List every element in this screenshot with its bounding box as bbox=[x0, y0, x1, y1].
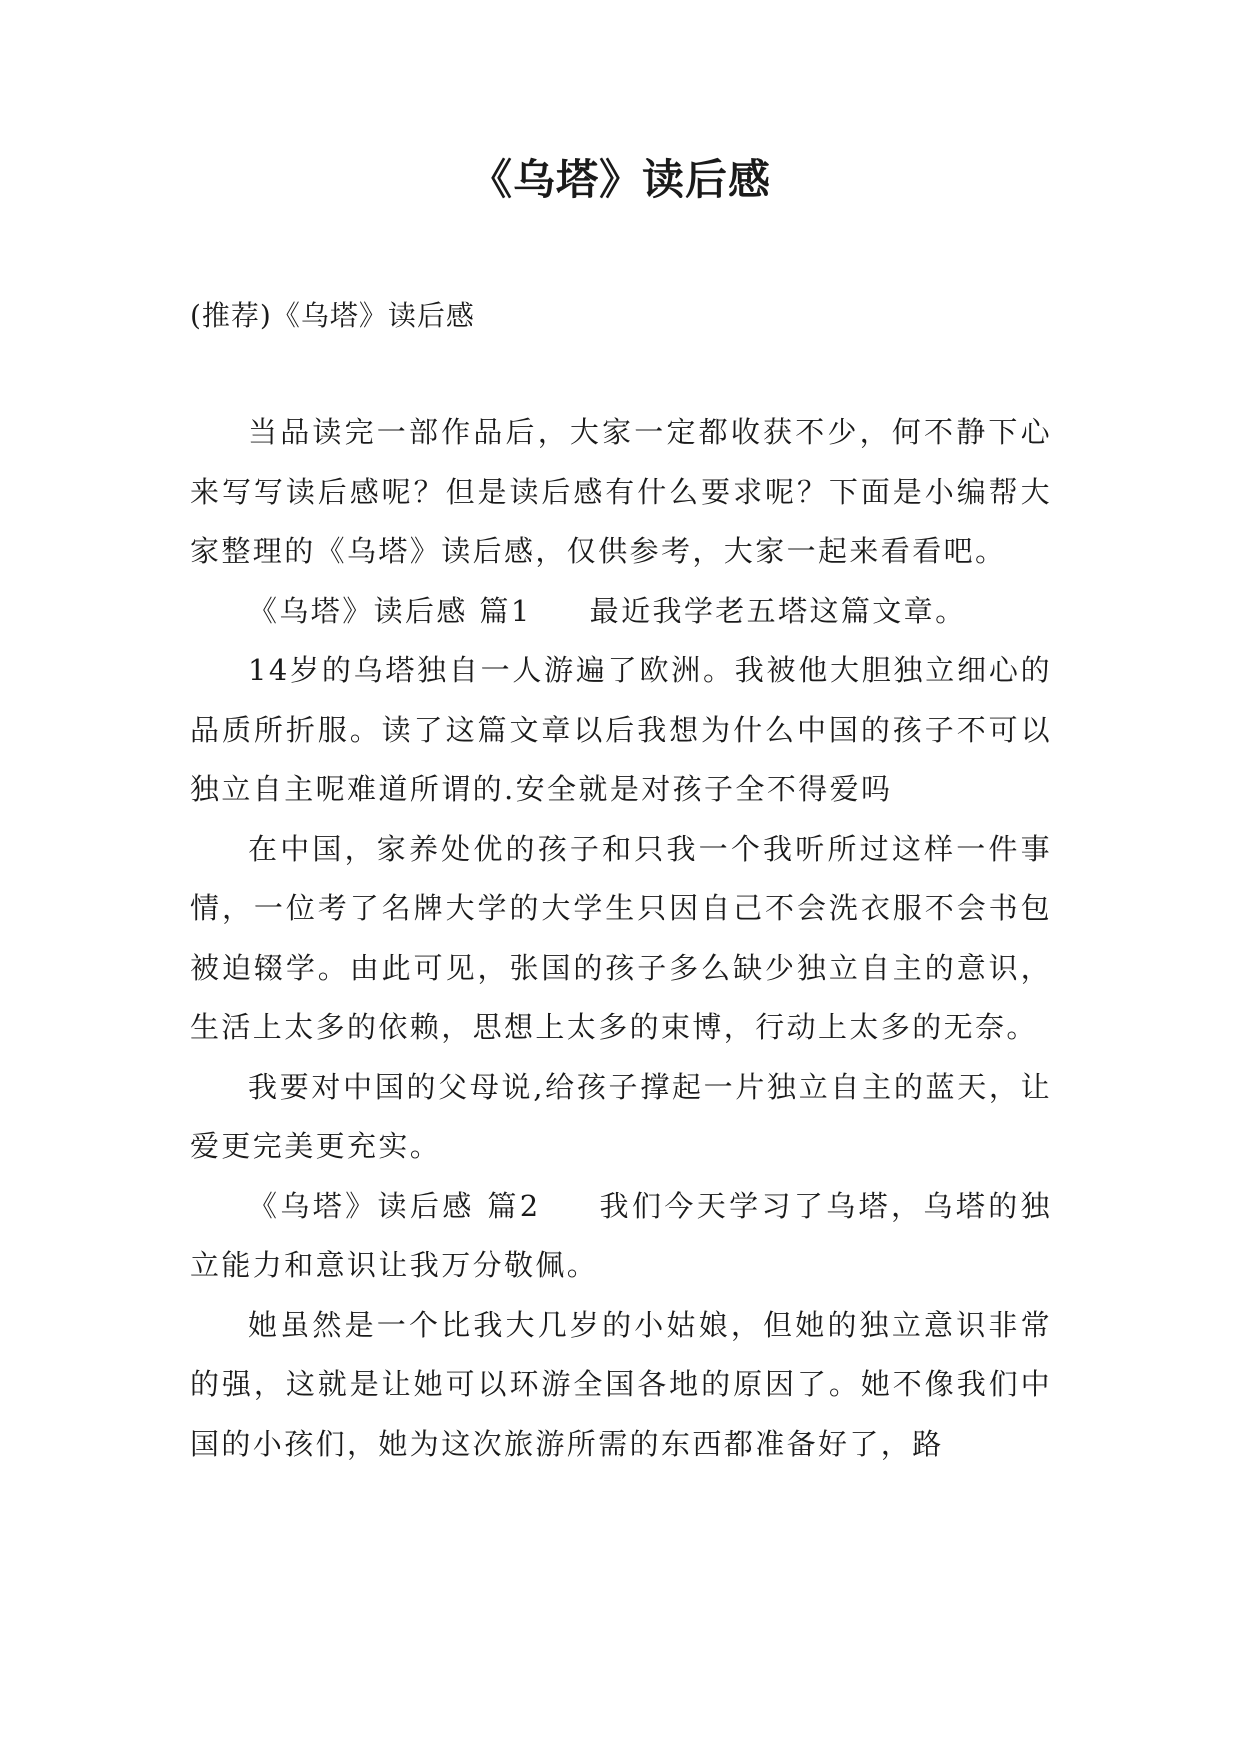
intro-paragraph: 当品读完一部作品后，大家一定都收获不少，何不静下心来写写读后感呢？但是读后感有什么要求呢？下面是小编帮大家整理的《乌塔》读后感，仅供参考，大家一起来看看吧。 bbox=[190, 415, 1052, 568]
section-2-heading: 《乌塔》读后感 篇2 bbox=[248, 1188, 541, 1223]
body-paragraph: 她虽然是一个比我大几岁的小姑娘，但她的独立意识非常的强，这就是让她可以环游全国各地的原因了。她不像我们中国的小孩们，她为这次旅游所需的东西都准备好了，路 bbox=[190, 1307, 1052, 1461]
section-1-heading: 《乌塔》读后感 篇1 bbox=[248, 593, 532, 628]
document-subtitle: (推荐)《乌塔》读后感 bbox=[190, 299, 475, 332]
section-2-line bbox=[190, 1177, 1052, 1296]
document-body bbox=[190, 403, 1052, 1474]
section-1-line bbox=[190, 582, 1052, 642]
section-1-text: 最近我学老五塔这篇文章。 bbox=[589, 593, 967, 628]
body-paragraph: 在中国，家养处优的孩子和只我一个我听所过这样一件事情，一位考了名牌大学的大学生只因自己不会洗衣服不会书包被迫辍学。由此可见，张国的孩子多么缺少独立自主的意识，生活上太多的依赖，思想上太多的束博，行动上太多的无奈。 bbox=[190, 831, 1052, 1044]
section-2-text: 我们今天学习了乌塔，乌塔的独立能力和意识让我万分敬佩。 bbox=[190, 1188, 1052, 1282]
document-title: 《乌塔》读后感 bbox=[469, 155, 771, 204]
body-paragraph: 我要对中国的父母说,给孩子撑起一片独立自主的蓝天，让爱更完美更充实。 bbox=[190, 1069, 1052, 1163]
body-paragraph: 14岁的乌塔独自一人游遍了欧洲。我被他大胆独立细心的品质所折服。读了这篇文章以后我想为什么中国的孩子不可以独立自主呢难道所谓的.安全就是对孩子全不得爱吗 bbox=[190, 653, 1052, 806]
